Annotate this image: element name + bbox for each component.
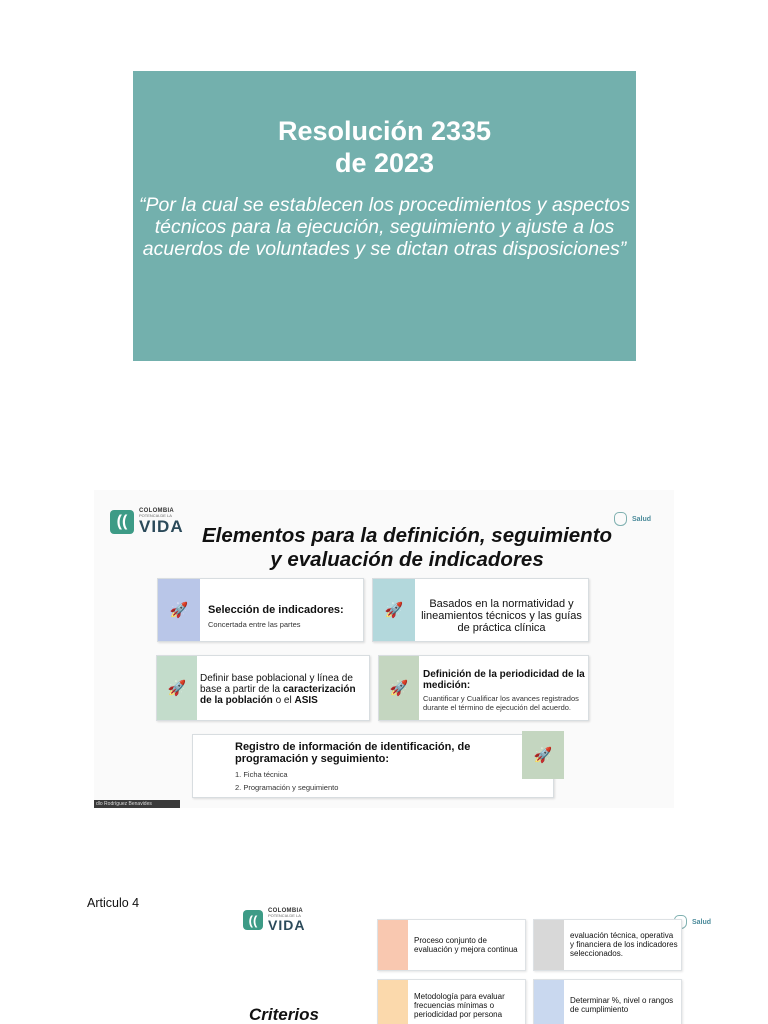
rocket-icon: 🚀	[379, 656, 419, 720]
card-base-poblacional	[156, 655, 370, 721]
logo-line-1: COLOMBIA	[139, 508, 175, 514]
card5-item-2: 2. Programación y seguimiento	[235, 783, 339, 792]
rocket-icon: 🚀	[157, 656, 197, 720]
color-block	[378, 980, 408, 1024]
card4-title: Definición de la periodicidad de la medición:	[423, 669, 585, 691]
criterio-4-text: Determinar %, nivel o rangos de cumplimiento	[570, 996, 674, 1014]
author-bar: dlo Rodríguez Benavides	[94, 800, 180, 808]
card-seleccion	[157, 578, 364, 642]
logo-mark-icon: ((	[243, 910, 263, 930]
card-periodicidad	[378, 655, 589, 721]
criterio-3-text: Metodología para evaluar frecuencias mínimas o periodicidad por persona	[414, 992, 505, 1019]
color-block	[534, 980, 564, 1024]
logo-mark-icon: ((	[110, 510, 134, 534]
rocket-icon: 🚀	[158, 579, 200, 641]
card1-title: Selección de indicadores:	[208, 604, 344, 616]
title-line-2: de 2023	[334, 148, 435, 178]
card4-subtitle: Cuantificar y Cualificar los avances registrados durante el término de ejecución del acuerdo.	[423, 694, 579, 712]
criterio-card-3	[377, 979, 526, 1024]
slide-title-line-1: Elementos para la definición, seguimiento	[201, 524, 613, 547]
card3-text-part: Definir base poblacional y línea de base a partir de la	[200, 673, 353, 695]
card2-text: Basados en la normatividad y lineamientos técnicos y las guías de práctica clínica	[421, 598, 582, 634]
card3-text-part: o el	[272, 695, 295, 706]
logo-line-2: POTENCIA DE LA	[268, 913, 301, 918]
salud-label: Salud	[632, 515, 652, 523]
card3-bold-text: caracterización de la población	[200, 684, 356, 706]
criterio-card-4	[533, 979, 682, 1024]
indicators-slide	[94, 490, 674, 808]
logo-line-3: VIDA	[268, 917, 306, 933]
articulo-label: Articulo 4	[87, 896, 140, 910]
colombia-vida-logo	[243, 908, 305, 932]
rocket-icon: 🚀	[373, 579, 415, 641]
criterio-card-2	[533, 919, 682, 971]
criterio-1-text: Proceso conjunto de evaluación y mejora continua	[414, 936, 518, 954]
logo-line-2: POTENCIA DE LA	[139, 513, 172, 518]
card3-text	[200, 673, 368, 706]
criterios-heading: Criterios	[249, 1005, 319, 1024]
slide-title-line-2: y evaluación de indicadores	[270, 548, 544, 571]
salud-label: Salud	[692, 918, 712, 926]
color-block	[378, 920, 408, 970]
criterios-slide	[230, 903, 768, 1024]
card3-bold-asis: ASIS	[294, 695, 318, 706]
resolution-slide	[133, 71, 636, 361]
card5-item-1: 1. Ficha técnica	[235, 770, 288, 779]
card-basados	[372, 578, 589, 642]
card-registro	[192, 734, 554, 798]
slide-title	[182, 524, 632, 572]
title-line-1: Resolución 2335	[277, 116, 492, 146]
colombia-vida-logo	[110, 508, 184, 535]
card5-title: Registro de información de identificación, de programación y seguimiento:	[235, 741, 471, 765]
criterio-2-text: evaluación técnica, operativa y financiera de los indicadores seleccionados.	[570, 931, 678, 958]
criterio-card-1	[377, 919, 526, 971]
card1-subtitle: Concertada entre las partes	[208, 620, 301, 629]
resolution-quote: “Por la cual se establecen los procedimientos y aspectos técnicos para la ejecución, seguimiento y ajuste a los acuerdos de voluntades y se dictan otras disposiciones”	[139, 194, 631, 260]
logo-line-1: COLOMBIA	[268, 908, 304, 914]
logo-line-3: VIDA	[139, 517, 184, 536]
color-block	[534, 920, 564, 970]
rocket-icon: 🚀	[522, 731, 564, 779]
resolution-title	[133, 115, 636, 179]
